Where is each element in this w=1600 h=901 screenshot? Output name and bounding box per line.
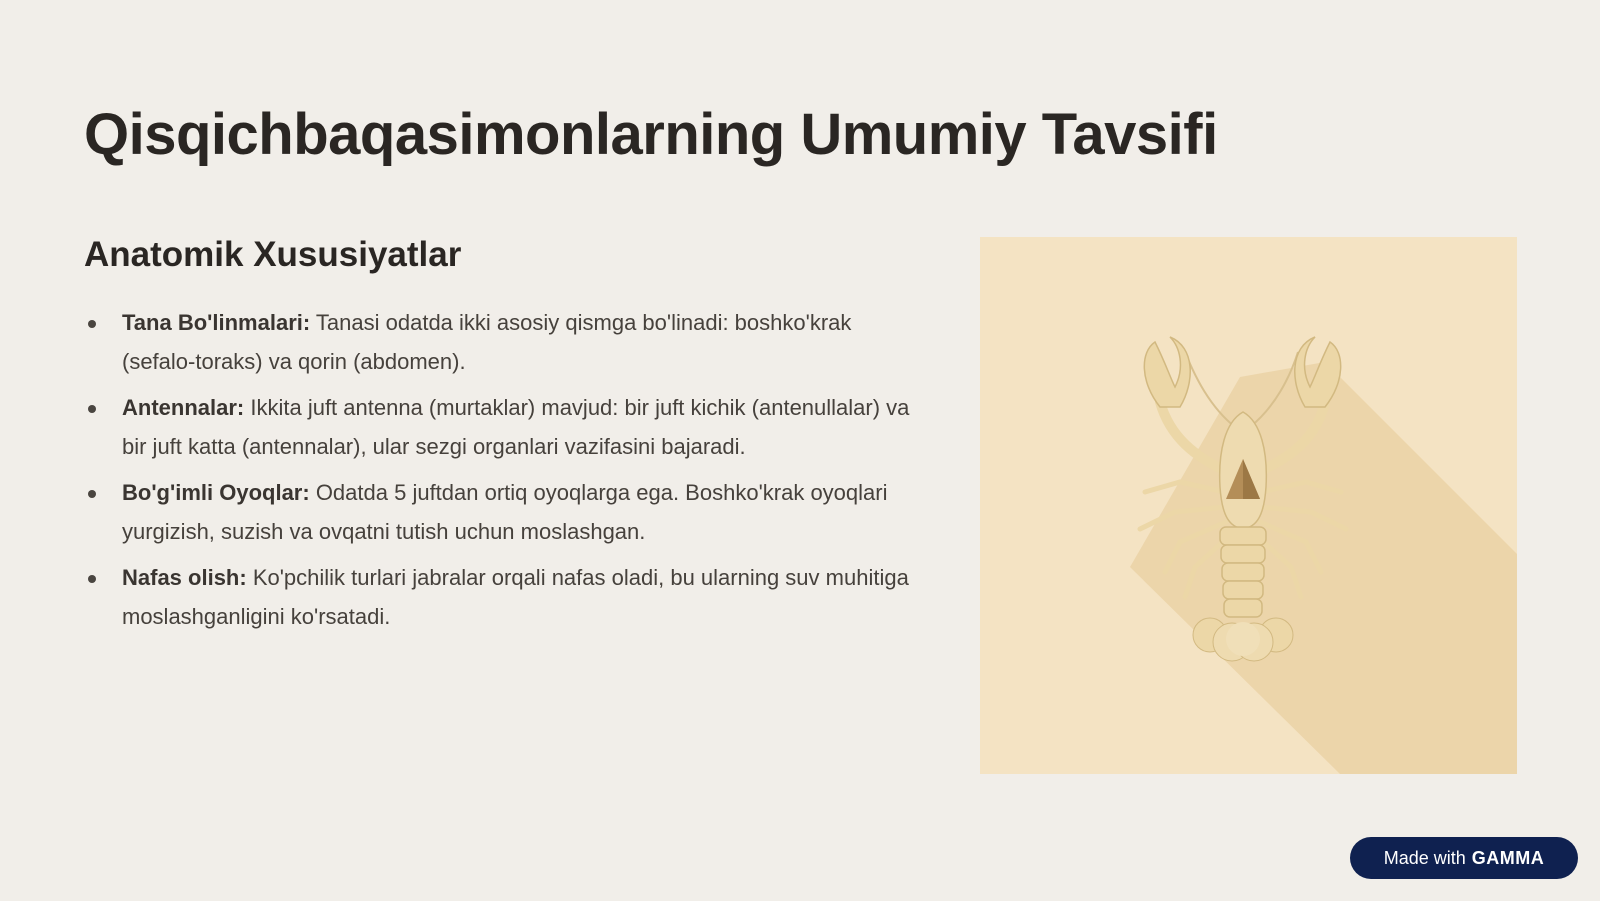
bullet-item-antennalar: [84, 389, 914, 466]
bullet-dot-icon: [88, 490, 96, 498]
made-with-gamma-badge[interactable]: [1350, 837, 1578, 879]
gamma-logo: GAMMA: [1471, 847, 1545, 868]
bullet-dot-icon: [88, 405, 96, 413]
bullet-term: Tana Bo'linmalari:: [122, 310, 311, 335]
bullet-dot-icon: [88, 575, 96, 583]
long-shadow: [1130, 362, 1517, 774]
bullet-item-bogimli-oyoqlar: [84, 474, 914, 551]
crayfish-illustration: [980, 237, 1517, 774]
bullet-term: Bo'g'imli Oyoqlar:: [122, 480, 310, 505]
page-title: Qisqichbaqasimonlarning Umumiy Tavsifi: [84, 102, 1218, 167]
bullet-item-tana-bolinmalari: [84, 304, 914, 381]
section-heading: Anatomik Xususiyatlar: [84, 235, 462, 274]
crayfish-icon: [980, 237, 1517, 774]
bullet-term: Nafas olish:: [122, 565, 247, 590]
badge-prefix: Made with: [1383, 847, 1466, 868]
bullet-text: Tanasi odatda ikki asosiy qismga bo'linadi: boshko'krak (sefalo-toraks) va qorin (abdomen).: [122, 310, 852, 374]
bullet-dot-icon: [88, 320, 96, 328]
bullet-text: Ko'pchilik turlari jabralar orqali nafas oladi, bu ularning suv muhitiga moslashganligini ko'rsatadi.: [122, 565, 909, 629]
bullet-text: Ikkita juft antenna (murtaklar) mavjud: bir juft kichik (antenullalar) va bir juft katta (antennalar), ular sezgi organlari vazifasini bajaradi.: [122, 395, 910, 459]
bullet-list: [84, 304, 914, 644]
bullet-item-nafas-olish: [84, 559, 914, 636]
bullet-term: Antennalar:: [122, 395, 245, 420]
bullet-text: Odatda 5 juftdan ortiq oyoqlarga ega. Boshko'krak oyoqlari yurgizish, suzish va ovqatni tutish uchun moslashgan.: [122, 480, 888, 544]
